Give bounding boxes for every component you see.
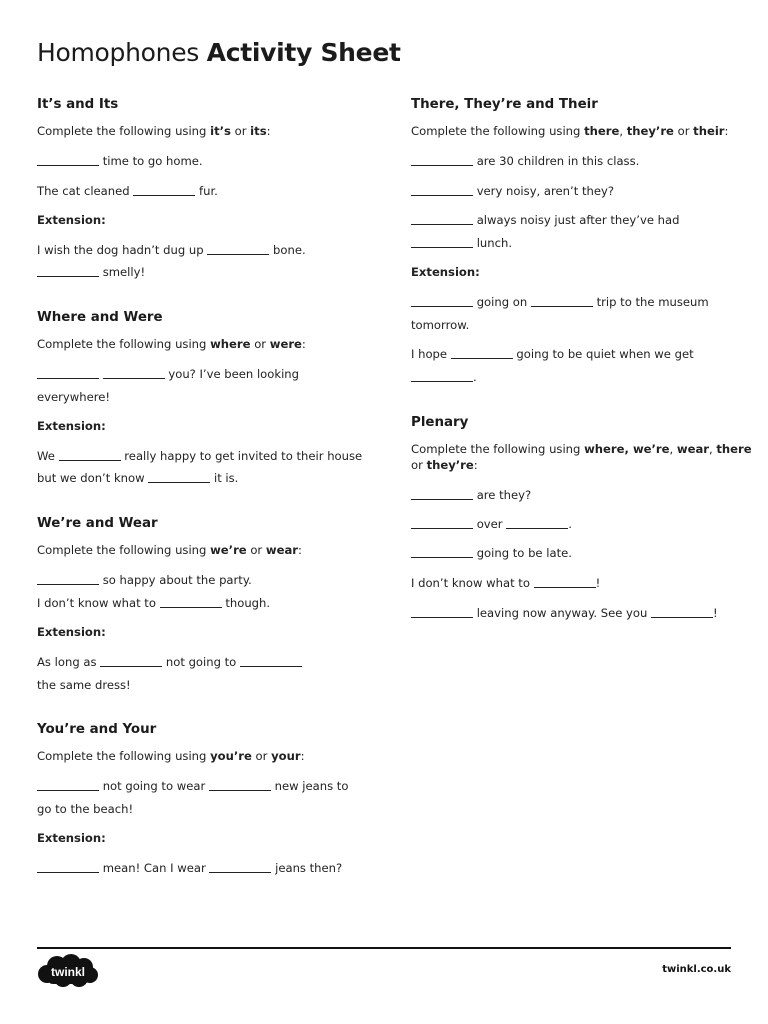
blank[interactable] (240, 666, 302, 667)
blank[interactable] (37, 276, 99, 277)
question-line: you? I’ve been looking (37, 367, 299, 381)
question-line: I don’t know what to ! (411, 576, 601, 590)
blank[interactable] (411, 617, 473, 618)
blank[interactable] (37, 790, 99, 791)
section-title-there: There, They’re and Their (411, 97, 598, 112)
blank[interactable] (534, 587, 596, 588)
question-line: As long as not going to (37, 655, 302, 669)
question-line: leaving now anyway. See you ! (411, 606, 718, 620)
extension-label: Extension: (37, 831, 106, 845)
question-line: tomorrow. (411, 318, 470, 332)
question-line: are they? (411, 488, 531, 502)
question-line: the same dress! (37, 678, 131, 692)
footer-divider (37, 947, 731, 949)
instruction-youre: Complete the following using you’re or your: (37, 749, 305, 763)
blank[interactable] (411, 165, 473, 166)
question-line: . (411, 370, 477, 384)
blank[interactable] (37, 165, 99, 166)
question-line: lunch. (411, 236, 512, 250)
footer-url[interactable]: twinkl.co.uk (662, 964, 731, 975)
question-line: time to go home. (37, 154, 203, 168)
page-title: Homophones Activity Sheet (37, 38, 401, 67)
question-line: I hope going to be quiet when we get (411, 347, 694, 361)
section-title-where: Where and Were (37, 310, 163, 325)
blank[interactable] (531, 306, 593, 307)
question-line: I wish the dog hadn’t dug up bone. (37, 243, 306, 257)
instruction-plenary: Complete the following using where, we’re, wear, there (411, 442, 752, 456)
svg-text:twinkl: twinkl (50, 965, 86, 979)
blank[interactable] (451, 358, 513, 359)
blank[interactable] (411, 528, 473, 529)
blank[interactable] (411, 306, 473, 307)
blank[interactable] (411, 195, 473, 196)
extension-label: Extension: (411, 265, 480, 279)
section-title-youre: You’re and Your (37, 722, 157, 737)
question-line: going to be late. (411, 546, 572, 560)
blank[interactable] (411, 224, 473, 225)
question-line: I don’t know what to though. (37, 596, 271, 610)
blank[interactable] (148, 482, 210, 483)
question-line: not going to wear new jeans to (37, 779, 348, 793)
question-line: always noisy just after they’ve had (411, 213, 679, 227)
blank[interactable] (37, 584, 99, 585)
question-line: very noisy, aren’t they? (411, 184, 614, 198)
blank[interactable] (651, 617, 713, 618)
question-line: so happy about the party. (37, 573, 252, 587)
instruction-its: Complete the following using it’s or its: (37, 124, 271, 138)
blank[interactable] (506, 528, 568, 529)
blank[interactable] (160, 607, 222, 608)
blank[interactable] (133, 195, 195, 196)
question-line: mean! Can I wear jeans then? (37, 861, 342, 875)
extension-label: Extension: (37, 419, 106, 433)
blank[interactable] (100, 666, 162, 667)
question-line: are 30 children in this class. (411, 154, 639, 168)
extension-label: Extension: (37, 213, 106, 227)
blank[interactable] (411, 247, 473, 248)
section-title-were: We’re and Wear (37, 516, 158, 531)
blank[interactable] (411, 557, 473, 558)
section-title-its: It’s and Its (37, 97, 119, 112)
instruction-plenary-cont: or they’re: (411, 458, 478, 472)
instruction-where: Complete the following using where or were: (37, 337, 306, 351)
question-line: go to the beach! (37, 802, 134, 816)
blank[interactable] (59, 460, 121, 461)
question-line: We really happy to get invited to their house (37, 449, 363, 463)
blank[interactable] (37, 872, 99, 873)
question-line: going on trip to the museum (411, 295, 709, 309)
question-line: smelly! (37, 265, 145, 279)
question-line: but we don’t know it is. (37, 471, 239, 485)
blank[interactable] (207, 254, 269, 255)
extension-label: Extension: (37, 625, 106, 639)
blank[interactable] (411, 499, 473, 500)
question-line: The cat cleaned fur. (37, 184, 218, 198)
instruction-there: Complete the following using there, they’re or their: (411, 124, 729, 138)
blank[interactable] (209, 790, 271, 791)
blank[interactable] (411, 381, 473, 382)
question-line: everywhere! (37, 390, 111, 404)
blank[interactable] (103, 378, 165, 379)
twinkl-logo[interactable] (37, 954, 99, 988)
section-title-plenary: Plenary (411, 415, 469, 430)
blank[interactable] (209, 872, 271, 873)
blank[interactable] (37, 378, 99, 379)
question-line: over . (411, 517, 572, 531)
instruction-were: Complete the following using we’re or wear: (37, 543, 302, 557)
